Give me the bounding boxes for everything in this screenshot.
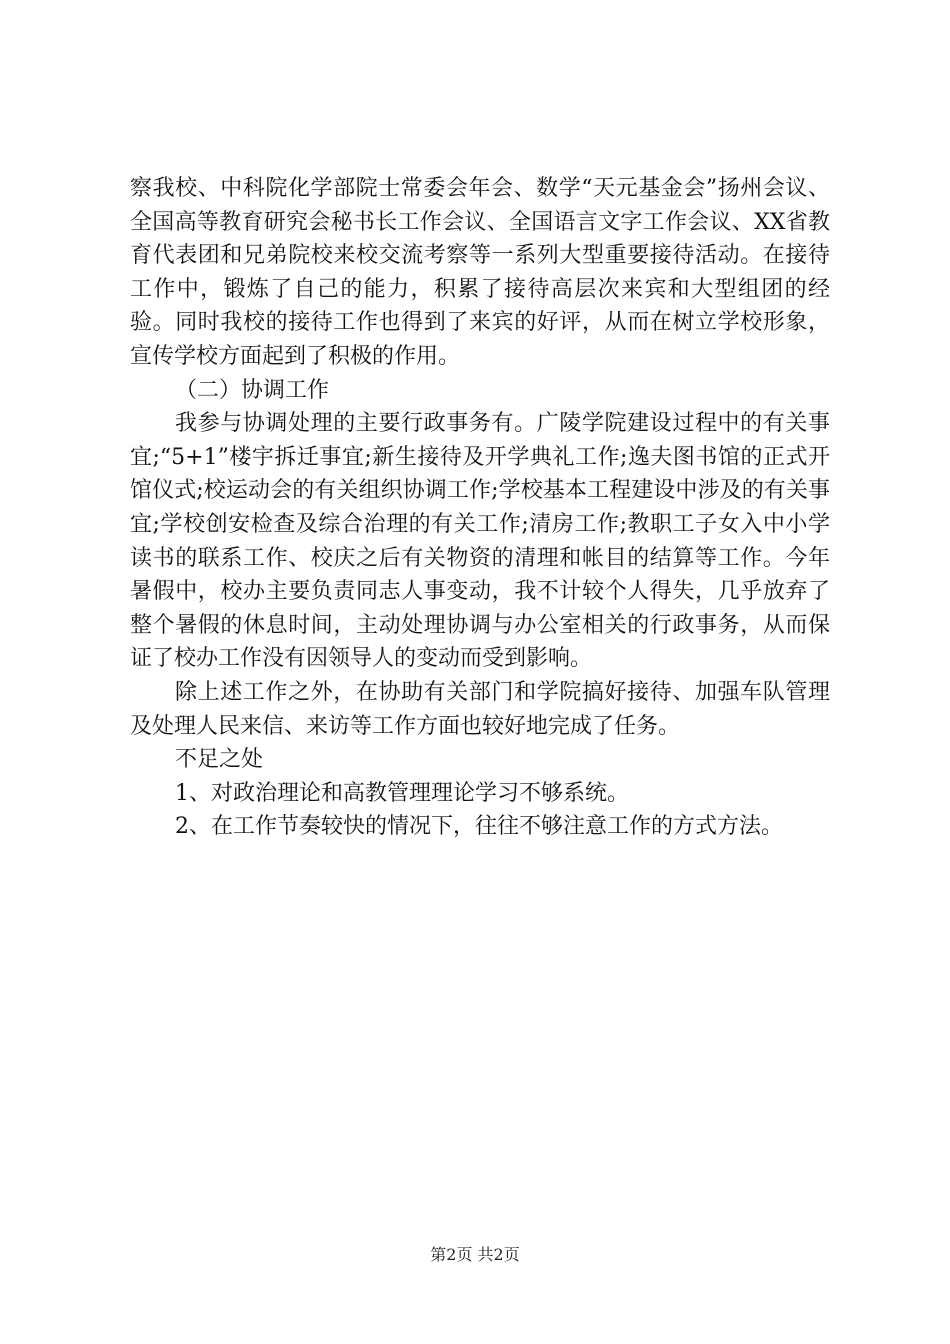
section-heading-shortcomings: 不足之处 (175, 747, 264, 773)
shortcoming-item-2: 2、在工作节奏较快的情况下，往往不够注意工作的方式方法。 (175, 814, 783, 840)
paragraph-coordination-work: 我参与协调处理的主要行政事务有。广陵学院建设过程中的有关事宜;“5+1”楼宇拆迁事宜;新生接待及开学典礼工作;逸夫图书馆的正式开馆仪式;校运动会的有关组织协调工作;学校基本工程建设中涉及的有关事宜;学校创安检查及综合治理的有关工作;清房工作;教职工子女入中小学读书的联系工作、校庆之后有关物资的清理和帐目的结算等工作。今年暑假中，校办主要负责同志人事变动，我不计较个人得失，几乎放弃了整个暑假的休息时间，主动处理协调与办公室相关的行政事务，从而保证了校办工作没有因领导人的变动而受到影响。 (130, 411, 830, 672)
document-body (130, 172, 830, 844)
paragraph-other-work: 除上述工作之外，在协助有关部门和学院搞好接待、加强车队管理及处理人民来信、来访等工作方面也较好地完成了任务。 (130, 679, 830, 739)
section-heading-coordination: （二）协调工作 (175, 377, 330, 403)
shortcoming-item-1: 1、对政治理论和高教管理理论学习不够系统。 (175, 780, 629, 806)
paragraph-reception-summary: 察我校、中科院化学部院士常委会年会、数学“天元基金会”扬州会议、全国高等教育研究会秘书长工作会议、全国语言文字工作会议、XX省教育代表团和兄弟院校来校交流考察等一系列大型重要接待活动。在接待工作中，锻炼了自己的能力，积累了接待高层次来宾和大型组团的经验。同时我校的接待工作也得到了来宾的好评，从而在树立学校形象，宣传学校方面起到了积极的作用。 (130, 176, 830, 369)
page-number-footer: 第2页 共2页 (430, 1245, 520, 1264)
